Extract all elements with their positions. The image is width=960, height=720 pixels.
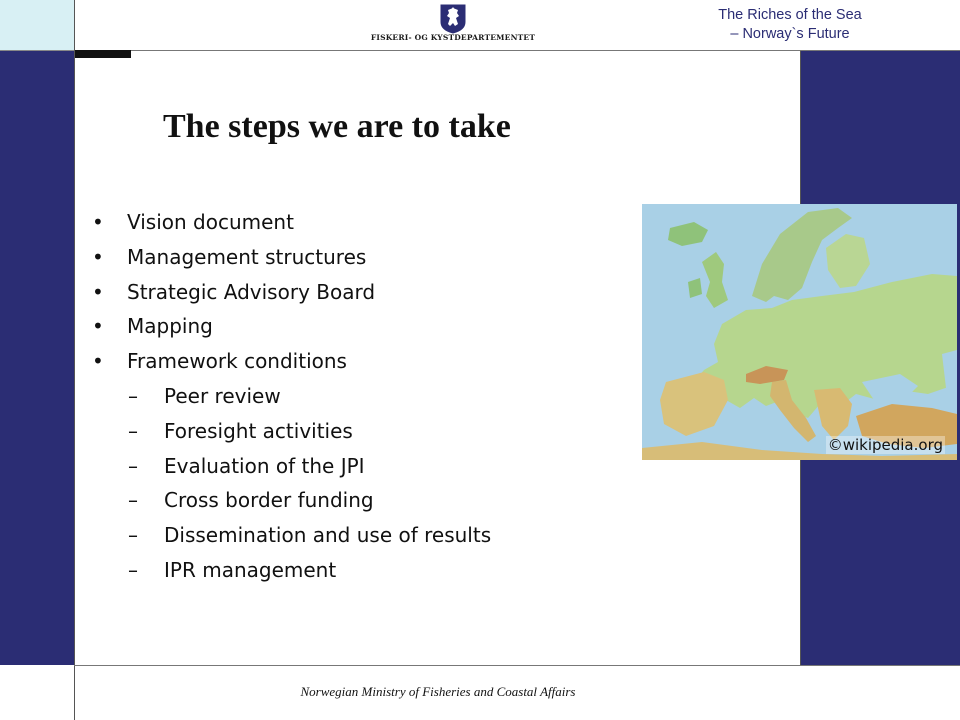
bullet-item <box>90 275 650 310</box>
bullet-text: Framework conditions <box>127 349 347 374</box>
bullet-text: Foresight activities <box>164 418 353 443</box>
bullet-marker: • <box>92 349 104 374</box>
image-credit: ©wikipedia.org <box>827 436 943 454</box>
europe-map-drawing <box>642 204 957 460</box>
bullet-text: Vision document <box>127 210 294 234</box>
footer-text: Norwegian Ministry of Fisheries and Coastal Affairs <box>300 684 576 699</box>
dash-marker: – <box>128 418 138 443</box>
bullet-item <box>90 344 650 379</box>
europe-map-image <box>642 204 957 460</box>
sub-bullet-item <box>90 379 650 414</box>
left-divider <box>74 0 75 720</box>
footer-divider <box>74 665 960 666</box>
sub-bullet-item <box>90 449 650 484</box>
sub-bullet-item <box>90 553 650 588</box>
bullet-marker: • <box>92 210 104 234</box>
bullet-item <box>90 240 650 275</box>
bullet-marker: • <box>92 314 104 339</box>
sub-bullet-item <box>90 518 650 553</box>
bullet-text: Peer review <box>164 383 281 408</box>
bullet-list <box>90 205 650 588</box>
bullet-text: Mapping <box>127 314 213 339</box>
dash-marker: – <box>128 557 138 582</box>
ministry-name: FISKERI- OG KYSTDEPARTEMENTET <box>370 33 536 42</box>
bullet-text: Evaluation of the JPI <box>164 453 365 478</box>
top-left-panel <box>0 0 75 51</box>
dash-marker: – <box>128 383 138 408</box>
bullet-item <box>90 205 650 240</box>
sub-bullet-item <box>90 483 650 518</box>
header-accent-bar <box>75 50 131 58</box>
sub-bullet-item <box>90 414 650 449</box>
tagline-line-2: – Norway`s Future <box>730 26 850 42</box>
dash-marker: – <box>128 488 138 513</box>
bullet-item <box>90 309 650 344</box>
dash-marker: – <box>128 453 138 478</box>
bullet-marker: • <box>92 244 104 269</box>
tagline <box>690 6 890 44</box>
bullet-text: Dissemination and use of results <box>164 523 492 548</box>
bullet-text: IPR management <box>164 557 337 582</box>
bullet-text: Strategic Advisory Board <box>127 279 376 304</box>
bullet-text: Cross border funding <box>164 488 374 513</box>
bullet-marker: • <box>92 279 104 304</box>
header-divider <box>74 50 960 51</box>
bullet-text: Management structures <box>127 244 367 269</box>
tagline-line-1: The Riches of the Sea <box>718 7 862 23</box>
slide-title: The steps we are to take <box>163 108 511 145</box>
dash-marker: – <box>128 523 138 548</box>
norwegian-lion-crest-icon <box>440 4 466 34</box>
left-color-band <box>0 51 74 665</box>
